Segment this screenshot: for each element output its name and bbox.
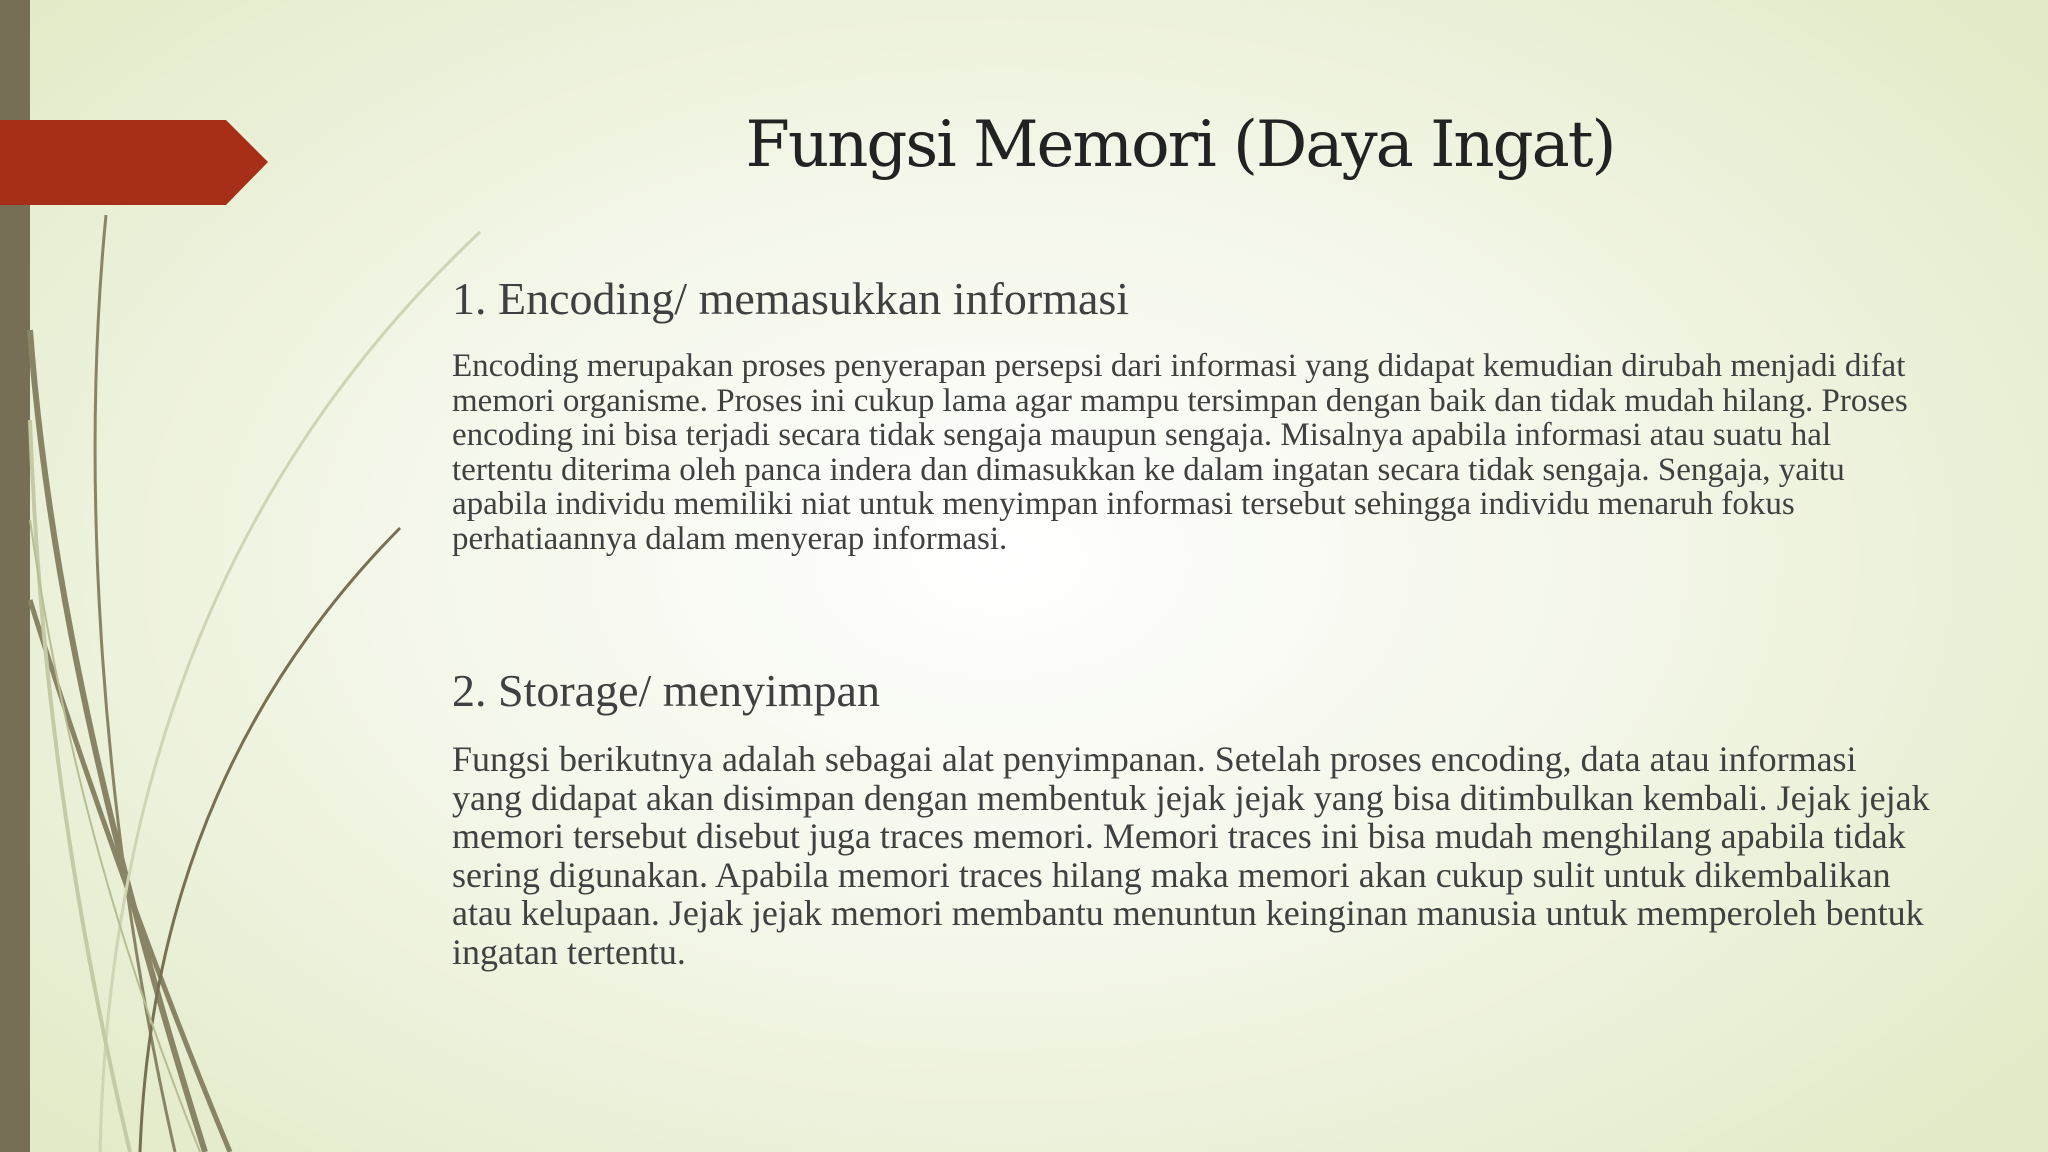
slide-title: Fungsi Memori (Daya Ingat) bbox=[745, 108, 1615, 182]
title-arrow-tab bbox=[0, 120, 268, 205]
section-heading-encoding: 1. Encoding/ memasukkan informasi bbox=[452, 273, 1130, 324]
section-body-storage: Fungsi berikutnya adalah sebagai alat penyimpanan. Setelah proses encoding, data atau informasi yang didapat akan disimpan dengan membentuk jejak jejak yang bisa ditimbulkan kembali. Jejak jejak memori tersebut disebut juga traces memori. Memori traces ini bisa mudah menghilang apabila tidak sering digunakan. Apabila memori traces hilang maka memori akan cukup sulit untuk dikembalikan atau kelupaan. Jejak jejak memori membantu menuntun keinginan manusia untuk memperoleh bentuk ingatan tertentu. bbox=[452, 739, 1930, 972]
section-heading-storage: 2. Storage/ menyimpan bbox=[452, 665, 880, 716]
section-body-encoding: Encoding merupakan proses penyerapan persepsi dari informasi yang didapat kemudian dirubah menjadi difat memori organisme. Proses ini cukup lama agar mampu tersimpan dengan baik dan tidak mudah hilang. Proses encoding ini bisa terjadi secara tidak sengaja maupun sengaja. Misalnya apabila informasi atau suatu hal tertentu diterima oleh panca indera dan dimasukkan ke dalam ingatan secara tidak sengaja. Sengaja, yaitu apabila individu memiliki niat untuk menyimpan informasi tersebut sehingga individu menaruh fokus perhatiaannya dalam menyerap informasi. bbox=[452, 348, 1908, 557]
